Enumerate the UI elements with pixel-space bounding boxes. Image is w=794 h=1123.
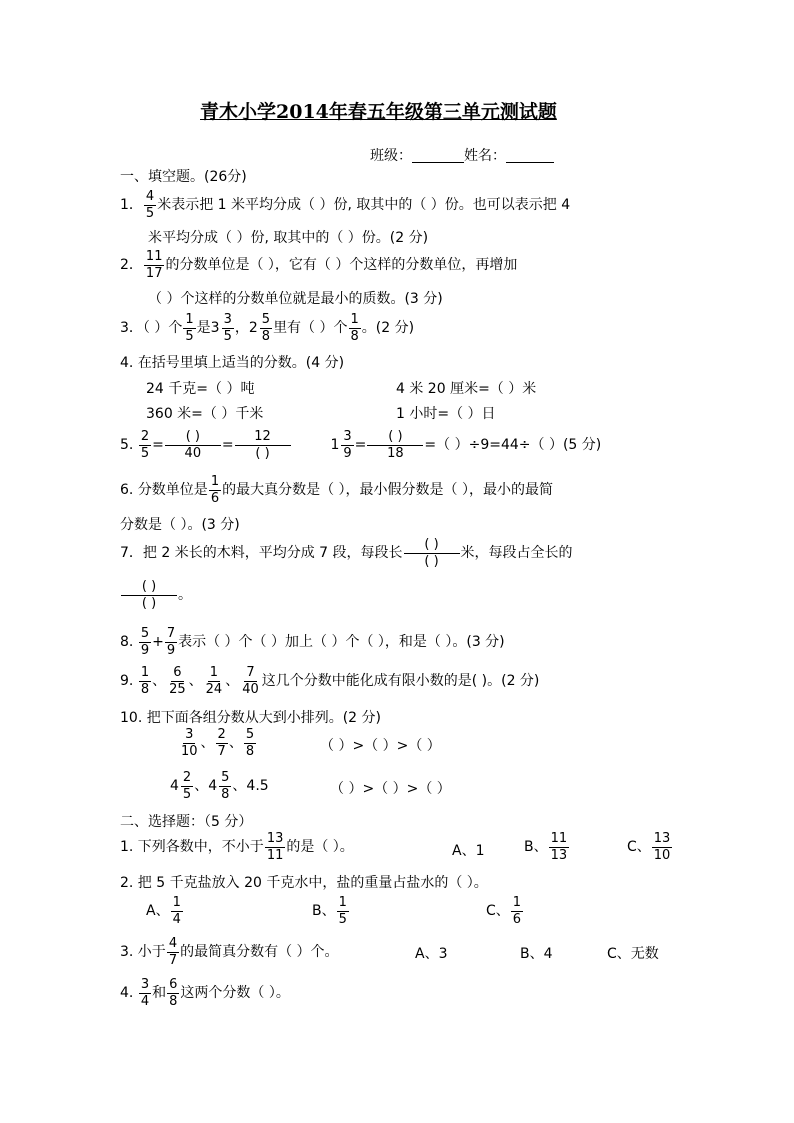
question-1 xyxy=(120,190,570,220)
question-2 xyxy=(120,250,517,280)
fraction: $\frac{1}{5}$ xyxy=(185,312,194,344)
q6-text: 分数单位是 xyxy=(137,482,208,499)
fraction: ( ) 18 xyxy=(367,430,423,460)
c3-option-b[interactable]: B、4 xyxy=(520,946,553,962)
fraction: $\frac{3}{4}$ xyxy=(140,977,150,1009)
section-2-heading: 二、选择题：（5 分） xyxy=(120,814,253,830)
fraction: $\frac{2}{5}$ xyxy=(140,429,150,461)
q1-text-a: 米表示把 1 米平均分成（ ）份, 取其中的（ ）份。也可以表示把 4 xyxy=(157,197,571,214)
q-number: 4. xyxy=(120,355,134,371)
class-label: 班级： xyxy=(370,148,412,164)
mixed-number: 2 5 8 xyxy=(248,312,271,344)
q-number: 2． xyxy=(120,257,143,274)
q3-text: 是 xyxy=(196,320,211,337)
fraction: ( ) 40 xyxy=(165,430,221,460)
fraction: $\frac{7}{40}$ xyxy=(242,665,259,697)
question-8 xyxy=(120,627,505,657)
c2-option-c[interactable]: C、 $\frac{1}{6}$ xyxy=(486,895,522,927)
sep: 、 xyxy=(225,673,240,690)
q4-item-4: 1 小时=（ ）日 xyxy=(396,406,496,422)
q-number: 5. xyxy=(120,437,134,454)
q10-compare-2: （ ）>（ ）>（ ） xyxy=(330,781,451,797)
q7-text: 7．把 2 米长的木料，平均分成 7 段，每段长 xyxy=(120,545,403,562)
c3-text: 的最简真分数有（ ）个。 xyxy=(180,944,339,961)
fraction: ( ) ( ) xyxy=(121,580,177,610)
q4-item-1: 24 千克=（ ）吨 xyxy=(146,381,255,397)
question-3 xyxy=(120,313,414,343)
question-6 xyxy=(120,475,553,505)
choice-4 xyxy=(120,978,290,1008)
sep: 、 xyxy=(152,673,167,690)
fraction: $\frac{7}{9}$ xyxy=(166,626,176,658)
question-7-line-2 xyxy=(120,580,192,610)
question-4 xyxy=(120,356,344,370)
q9-text: 这几个分数中能化成有限小数的是( )。(2 分) xyxy=(261,673,540,690)
c1-option-a[interactable]: A、1 xyxy=(452,843,485,859)
equals: = xyxy=(221,437,234,454)
fraction: $\frac{11}{17}$ xyxy=(145,249,163,281)
c1-option-c[interactable]: C、 $\frac{13}{10}$ xyxy=(627,831,671,863)
equals: = xyxy=(152,437,164,454)
c1-text: 1. 下列各数中，不小于 xyxy=(120,839,264,856)
fraction: $\frac{6}{25}$ xyxy=(169,665,186,697)
question-5 xyxy=(120,430,601,460)
c2-option-b[interactable]: B、 $\frac{1}{5}$ xyxy=(312,895,347,927)
fraction: $\frac{1}{24}$ xyxy=(205,665,223,697)
question-2-line-2: （ ）个这样的分数单位就是最小的质数。(3 分) xyxy=(148,291,443,307)
c2-option-a[interactable]: A、 $\frac{1}{4}$ xyxy=(146,895,181,927)
q-number: 6. xyxy=(120,482,134,499)
fraction: $\frac{1}{6}$ xyxy=(210,474,220,506)
fraction: $\frac{6}{8}$ xyxy=(169,977,178,1009)
header-fields xyxy=(370,148,554,163)
q7-text: 米，每段占全长的 xyxy=(460,545,573,562)
c3-text: 3. 小于 xyxy=(120,944,166,961)
fraction: $\frac{4}{7}$ xyxy=(168,936,178,968)
fraction: ( ) ( ) xyxy=(404,538,460,568)
q10-compare-1: （ ）>（ ）>（ ） xyxy=(320,738,441,754)
q6-text: 的最大真分数是（ ），最小假分数是（ ），最小的最简 xyxy=(222,482,553,499)
q8-text: 表示（ ）个（ ）加上（ ）个（ ），和是（ ）。(3 分) xyxy=(178,634,505,651)
fraction: $\frac{13}{11}$ xyxy=(266,831,284,863)
q4-item-3: 360 米=（ ）千米 xyxy=(146,406,264,422)
name-label: 姓名： xyxy=(464,148,506,164)
c4-text: 4. xyxy=(120,985,134,1002)
q10-row-1: $\frac{3}{10}$ 、 $\frac{2}{7}$ 、 $\frac{5}{8}$ xyxy=(181,727,255,759)
q-number: 8. xyxy=(120,634,134,651)
q7-end: 。 xyxy=(178,587,192,604)
q3-text: ， xyxy=(234,320,249,337)
q2-text-a: 的分数单位是（ ），它有（ ）个这样的分数单位，再增加 xyxy=(165,257,518,274)
name-blank[interactable] xyxy=(506,148,554,163)
c1-text: 的是（ ）。 xyxy=(286,839,354,856)
choice-1 xyxy=(120,832,354,862)
question-10: 10. 把下面各组分数从大到小排列。(2 分) xyxy=(120,710,381,726)
fraction: 12 ( ) xyxy=(235,430,291,460)
c1-option-b[interactable]: B、 $\frac{11}{13}$ xyxy=(524,831,568,863)
equals: = xyxy=(354,437,367,454)
mixed-number: 1 3 9 xyxy=(330,429,352,461)
q4-text: 在括号里填上适当的分数。(4 分) xyxy=(137,355,345,371)
choice-2: 2. 把 5 千克盐放入 20 千克水中，盐的重量占盐水的（ ）。 xyxy=(120,875,488,891)
page-title: 青木小学2014年春五年级第三单元测试题 xyxy=(200,101,557,123)
question-6-line-2: 分数是（ ）。(3 分) xyxy=(120,517,240,533)
sep: 、 xyxy=(188,673,203,690)
fraction: $\frac{4}{5}$ xyxy=(145,189,155,221)
q4-item-2: 4 米 20 厘米=（ ）米 xyxy=(396,381,537,397)
q3-text: 。(2 分) xyxy=(361,320,415,337)
c3-option-a[interactable]: A、3 xyxy=(415,946,448,962)
q-number: 9. xyxy=(120,673,134,690)
question-1-line-2: 米平均分成（ ）份, 取其中的（ ）份。(2 分) xyxy=(148,230,429,246)
q3-text: 里有（ ）个 xyxy=(273,320,348,337)
q-number: 1． xyxy=(120,197,143,214)
q5-tail: =（ ）÷9=44÷（ ）(5 分) xyxy=(424,437,602,454)
fraction: $\frac{1}{8}$ xyxy=(350,312,359,344)
fraction: $\frac{5}{9}$ xyxy=(140,626,150,658)
plus: + xyxy=(152,634,164,651)
section-1-heading: 一、填空题。(26分) xyxy=(120,169,247,185)
q-number: 3． xyxy=(120,320,143,337)
mixed-number: 3 3 5 xyxy=(210,312,232,344)
q10-row-2: 4 2 5 、 4 5 8 、4.5 xyxy=(170,770,269,802)
class-blank[interactable] xyxy=(412,148,464,163)
c4-text: 和 xyxy=(152,985,167,1002)
c3-option-c[interactable]: C、无数 xyxy=(607,946,659,962)
q3-text: （ ）个 xyxy=(142,320,183,337)
question-7 xyxy=(120,538,573,568)
question-9 xyxy=(120,666,539,696)
fraction: $\frac{1}{8}$ xyxy=(140,665,150,697)
choice-3 xyxy=(120,937,339,967)
c4-text: 这两个分数（ ）。 xyxy=(180,985,290,1002)
